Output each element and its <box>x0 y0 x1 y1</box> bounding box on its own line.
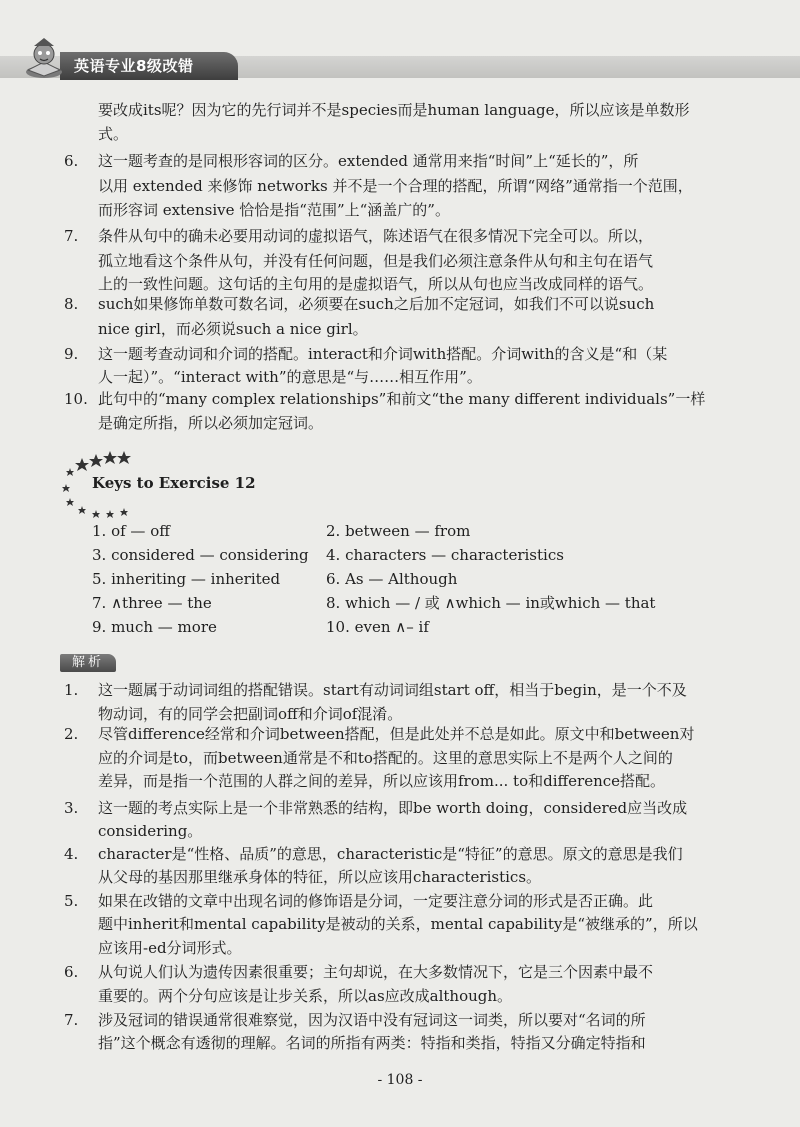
item-number: 4. <box>64 845 79 863</box>
paragraph-line: such如果修饰单数可数名词，必须要在such之后加不定冠词，如我们不可以说such <box>98 295 655 313</box>
key-item: 5. inheriting — inherited <box>92 570 281 588</box>
key-item: 3. considered — considering <box>92 546 309 564</box>
paragraph-line: 此句中的“many complex relationships”和前文“the many different individuals”一样 <box>98 390 706 408</box>
paragraph-line: 涉及冠词的错误通常很难察觉，因为汉语中没有冠词这一词类，所以要对“名词的所 <box>98 1011 646 1029</box>
paragraph-line: 物动词，有的同学会把副词off和介词of混淆。 <box>98 705 403 723</box>
key-item: 8. which — / 或 ∧which — in或which — that <box>326 594 656 612</box>
paragraph-line: 是确定所指，所以必须加定冠词。 <box>98 414 324 432</box>
paragraph-line: 上的一致性问题。这句话的主句用的是虚拟语气，所以从句也应当改成同样的语气。 <box>98 275 654 293</box>
paragraph-line: 应该用-ed分词形式。 <box>98 939 242 957</box>
paragraph-line: 以用 extended 来修饰 networks 并不是一个合理的搭配，所谓“网络”通常指一个范围， <box>98 177 693 195</box>
paragraph-line: 从句说人们认为遗传因素很重要；主句却说，在大多数情况下，它是三个因素中最不 <box>98 963 654 981</box>
paragraph-line: 尽管difference经常和介词between搭配，但是此处并不总是如此。原文中和between对 <box>98 725 695 743</box>
item-number: 6. <box>64 963 79 981</box>
paragraph-line: 题中inherit和mental capability是被动的关系，mental capability是“被继承的”，所以 <box>98 915 698 933</box>
paragraph-line: 这一题考查的是同根形容词的区分。extended 通常用来指“时间”上“延长的”，所 <box>98 152 639 170</box>
paragraph-line: considering。 <box>98 822 203 840</box>
paragraph-line: character是“性格、品质”的意思，characteristic是“特征”的意思。原文的意思是我们 <box>98 845 683 863</box>
item-number: 3. <box>64 799 79 817</box>
paragraph-line: 这一题考查动词和介词的搭配。interact和介词with搭配。介词with的含义是“和（某 <box>98 345 668 363</box>
paragraph-line: 而形容词 extensive 恰恰是指“范围”上“涵盖广的”。 <box>98 201 450 219</box>
key-item: 1. of — off <box>92 522 170 540</box>
paragraph-line: 指”这个概念有透彻的理解。名词的所指有两类：特指和类指，特指又分确定特指和 <box>98 1034 646 1052</box>
item-number: 1. <box>64 681 79 699</box>
analysis-label <box>60 654 116 672</box>
paragraph-line: 要改成its呢？因为它的先行词并不是species而是human language，所以应该是单数形 <box>98 101 690 119</box>
item-number: 6. <box>64 152 79 170</box>
item-number: 2. <box>64 725 79 743</box>
item-number: 5. <box>64 892 79 910</box>
paragraph-line: 差异，而是指一个范围的人群之间的差异，所以应该用from... to和difference搭配。 <box>98 772 666 790</box>
key-item: 10. even ∧– if <box>326 618 429 636</box>
item-number: 8. <box>64 295 79 313</box>
item-number: 7. <box>64 227 79 245</box>
paragraph-line: nice girl，而必须说such a nice girl。 <box>98 320 368 338</box>
paragraph-line: 条件从句中的确未必要用动词的虚拟语气，陈述语气在很多情况下完全可以。所以， <box>98 227 654 245</box>
paragraph-line: 如果在改错的文章中出现名词的修饰语是分词，一定要注意分词的形式是否正确。此 <box>98 892 654 910</box>
paragraph-line: 孤立地看这个条件从句，并没有任何问题，但是我们必须注意条件从句和主句在语气 <box>98 252 654 270</box>
item-number: 10. <box>64 390 88 408</box>
analysis-label-text: 解析 <box>71 655 104 670</box>
item-number: 9. <box>64 345 79 363</box>
key-item: 2. between — from <box>326 522 471 540</box>
key-item: 9. much — more <box>92 618 217 636</box>
paragraph-line: 重要的。两个分句应该是让步关系，所以as应改成although。 <box>98 987 513 1005</box>
key-item: 6. As — Although <box>326 570 458 588</box>
keys-title: Keys to Exercise 12 <box>92 474 256 492</box>
paragraph-line: 式。 <box>98 125 129 143</box>
key-item: 4. characters — characteristics <box>326 546 564 564</box>
page-number: - 108 - <box>377 1072 423 1088</box>
header-title: 英语专业8级改错 <box>74 57 194 75</box>
book-mascot-icon <box>22 36 68 80</box>
paragraph-line: 应的介词是to，而between通常是不和to搭配的。这里的意思实际上不是两个人之间的 <box>98 749 673 767</box>
paragraph-line: 这一题的考点实际上是一个非常熟悉的结构，即be worth doing，considered应当改成 <box>98 799 688 817</box>
paragraph-line: 这一题属于动词词组的搭配错误。start有动词词组start off，相当于begin，是一个不及 <box>98 681 687 699</box>
key-item: 7. ∧three — the <box>92 594 212 612</box>
paragraph-line: 人一起）”。“interact with”的意思是“与……相互作用”。 <box>98 368 482 386</box>
item-number: 7. <box>64 1011 79 1029</box>
paragraph-line: 从父母的基因那里继承身体的特征，所以应该用characteristics。 <box>98 868 542 886</box>
